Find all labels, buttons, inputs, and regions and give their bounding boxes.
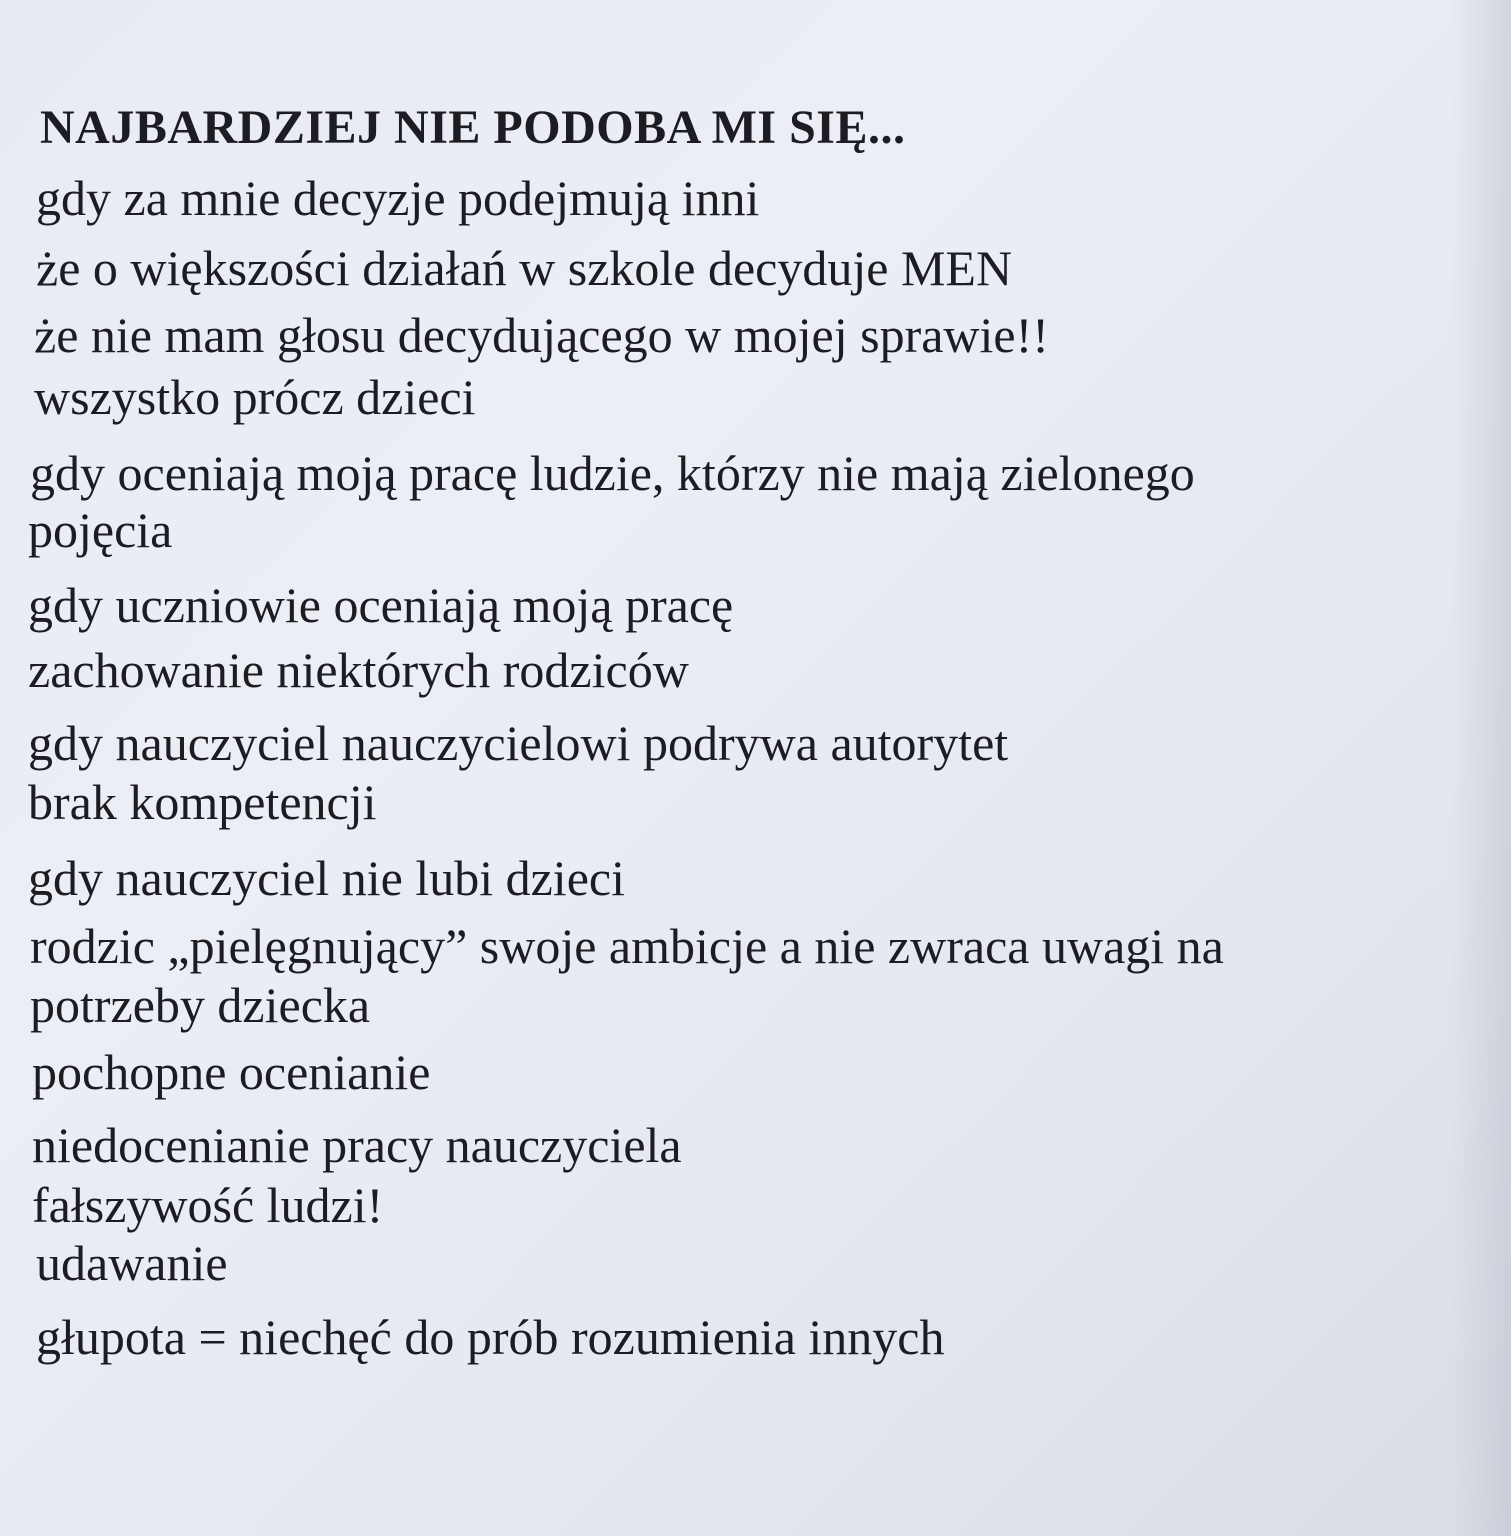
list-item: rodzic „pielęgnujący” swoje ambicje a nie zwraca uwagi na [30, 918, 1224, 974]
list-item: gdy oceniają moją pracę ludzie, którzy nie mają zielonego [30, 445, 1195, 501]
list-item: fałszywość ludzi! [32, 1177, 384, 1233]
list-item: gdy nauczyciel nauczycielowi podrywa autorytet [28, 715, 1009, 771]
page-title: NAJBARDZIEJ NIE PODOBA MI SIĘ... [40, 101, 906, 154]
list-item: pochopne ocenianie [32, 1044, 431, 1100]
list-item: gdy za mnie decyzje podejmują inni [36, 170, 760, 226]
list-item: zachowanie niektórych rodziców [28, 642, 689, 698]
list-item: pojęcia [28, 502, 173, 558]
list-item: że nie mam głosu decydującego w mojej sprawie!! [34, 307, 1049, 363]
list-item: potrzeby dziecka [30, 977, 371, 1033]
list-item: niedocenianie pracy nauczyciela [32, 1117, 682, 1173]
list-item: gdy uczniowie oceniają moją pracę [28, 577, 734, 633]
page-edge-shadow [1451, 0, 1511, 1536]
list-item: że o większości działań w szkole decyduje MEN [36, 240, 1013, 296]
list-item: wszystko prócz dzieci [34, 369, 476, 425]
list-item: głupota = niechęć do prób rozumienia innych [36, 1309, 945, 1365]
list-item: gdy nauczyciel nie lubi dzieci [28, 850, 625, 906]
list-item: brak kompetencji [28, 774, 377, 830]
list-item: udawanie [36, 1235, 228, 1291]
